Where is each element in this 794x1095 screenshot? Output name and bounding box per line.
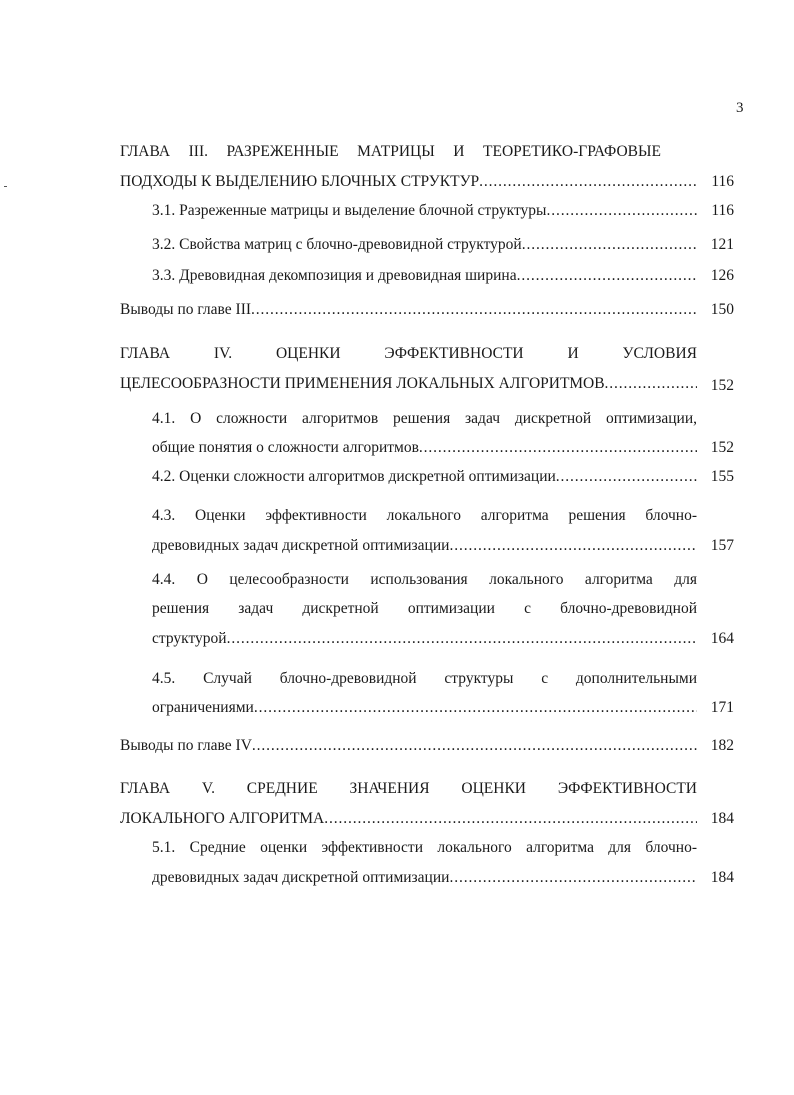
toc-section-title: Выводы по главе III [120,301,252,318]
toc-section-title: древовидных задач дискретной оптимизации [152,869,450,886]
toc-section-line [152,234,697,256]
toc-chapter-3-title-line2-text: ПОДХОДЫ К ВЫДЕЛЕНИЮ БЛОЧНЫХ СТРУКТУР [120,173,480,190]
toc-chapter-4-title-line2 [120,373,697,395]
toc-section-line2 [152,535,697,557]
toc-section-line1: 4.3. Оценки эффективности локального алгоритма решения блочно- [152,507,697,524]
toc-chapter-5-title-line2-text: ЛОКАЛЬНОГО АЛГОРИТМА [120,810,325,827]
toc-section-line [120,735,697,757]
dot-leader [479,171,697,193]
toc-chapter-3-title-line1: ГЛАВА III. РАЗРЕЖЕННЫЕ МАТРИЦЫ И ТЕОРЕТИКО-ГРАФОВЫЕ [120,143,661,160]
dot-leader [522,234,697,256]
toc-section-title: 3.2. Свойства матриц с блочно-древовидной структурой [152,236,522,253]
toc-section-line [120,299,697,321]
dot-leader [251,299,697,321]
toc-page-number: 157 [710,537,734,554]
toc-page-number: 150 [710,301,734,318]
toc-chapter-3-title-line2 [120,171,697,193]
toc-page-number: 171 [710,699,734,716]
toc-section-line2: решения задач дискретной оптимизации с блочно-древовидной [152,600,697,617]
toc-page-number: 164 [710,630,734,647]
toc-chapter-5-title-line1: ГЛАВА V. СРЕДНИЕ ЗНАЧЕНИЯ ОЦЕНКИ ЭФФЕКТИВНОСТИ [120,780,697,797]
toc-section-line [152,265,697,287]
dot-leader [546,200,697,222]
toc-section-line1: 4.5. Случай блочно-древовидной структуры с дополнительными [152,670,697,687]
toc-section-title: структурой [152,630,227,647]
dot-leader [254,697,697,719]
scan-mark [4,186,7,187]
dot-leader [419,437,697,459]
toc-section-title: общие понятия о сложности алгоритмов [152,439,419,456]
toc-page-number: 182 [710,737,734,754]
toc-section-line [152,466,697,488]
toc-page-number: 152 [710,439,734,456]
toc-section-title: древовидных задач дискретной оптимизации [152,537,450,554]
toc-page-number: 184 [710,869,734,886]
toc-section-title: ограничениями [152,699,254,716]
toc-page-number: 121 [710,236,734,253]
dot-leader [449,867,697,889]
dot-leader [605,373,697,395]
toc-chapter-5-title-line2 [120,808,697,830]
dot-leader [252,735,697,757]
dot-leader [517,265,697,287]
toc-section-line1: 4.4. О целесообразности использования локального алгоритма для [152,571,697,588]
page-number: 3 [736,100,744,116]
toc-section-line3 [152,628,697,650]
toc-page-number: 184 [710,810,734,827]
toc-section-line2 [152,867,697,889]
dot-leader [227,628,697,650]
toc-chapter-4-title-line2-text: ЦЕЛЕСООБРАЗНОСТИ ПРИМЕНЕНИЯ ЛОКАЛЬНЫХ АЛГОРИТМОВ [120,375,605,392]
dot-leader [324,808,697,830]
toc-section-title: 3.1. Разреженные матрицы и выделение блочной структуры [152,202,547,219]
toc-section-title: 3.3. Древовидная декомпозиция и древовидная ширина [152,267,517,284]
toc-page-number: 155 [710,468,734,485]
toc-page-number: 126 [710,267,734,284]
toc-page-number: 152 [710,377,734,394]
toc-section-title: 4.2. Оценки сложности алгоритмов дискретной оптимизации [152,468,556,485]
dot-leader [556,466,697,488]
toc-section-title: Выводы по главе IV [120,737,252,754]
toc-section-line2 [152,437,697,459]
toc-section-line2 [152,697,697,719]
toc-page-number: 116 [711,173,734,190]
dot-leader [449,535,697,557]
toc-chapter-4-title-line1: ГЛАВА IV. ОЦЕНКИ ЭФФЕКТИВНОСТИ И УСЛОВИЯ [120,345,697,362]
toc-section-line1: 4.1. О сложности алгоритмов решения задач дискретной оптимизации, [152,410,697,427]
toc-page-number: 116 [711,202,734,219]
toc-section-line [152,200,697,222]
toc-section-line1: 5.1. Средние оценки эффективности локального алгоритма для блочно- [152,839,697,856]
